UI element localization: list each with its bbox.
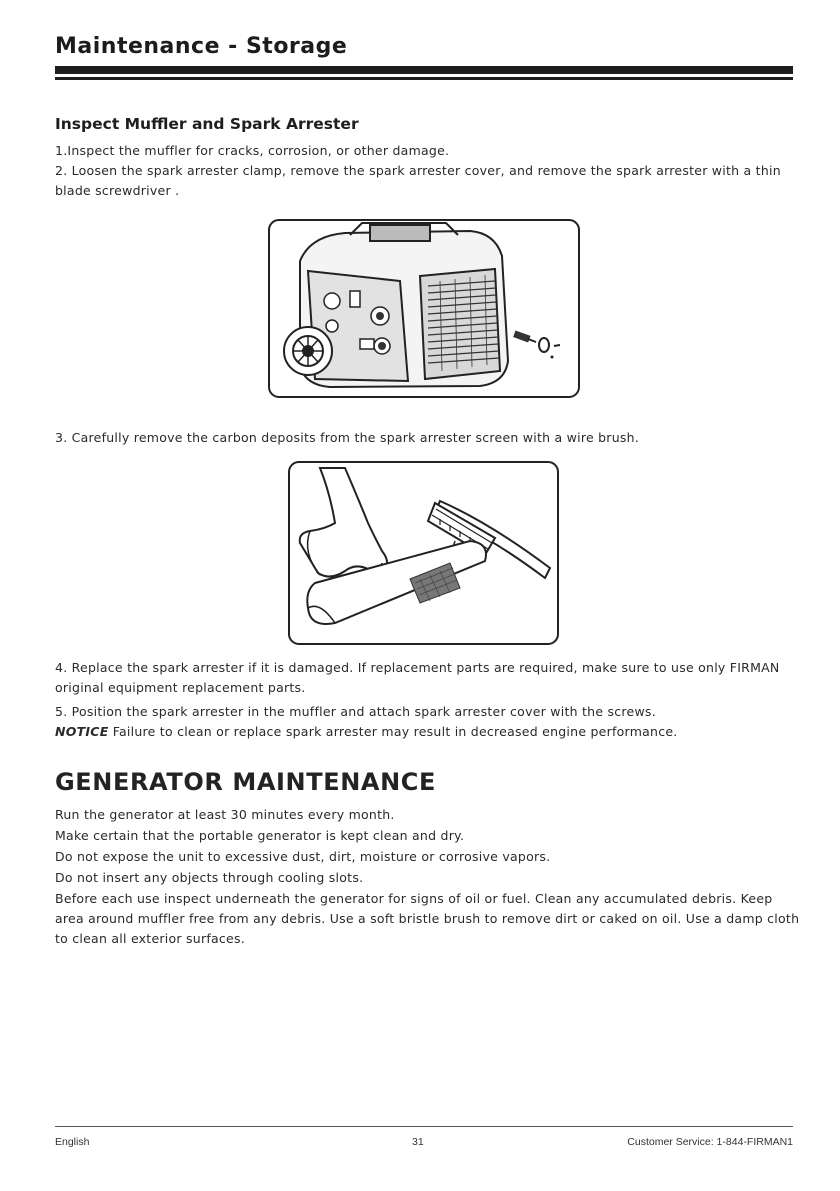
step-4: 4. Replace the spark arrester if it is damaged. If replacement parts are required, make sure to use only FIRMAN original equipment replacement parts. xyxy=(55,660,780,695)
title-rule-thin xyxy=(55,77,793,80)
notice-text: Failure to clean or replace spark arrester may result in decreased engine performance. xyxy=(108,724,678,739)
page-number: 31 xyxy=(412,1136,424,1148)
section-heading-muffler: Inspect Muffler and Spark Arrester xyxy=(55,115,359,133)
step-2: 2. Loosen the spark arrester clamp, remove the spark arrester cover, and remove the spark arrester with a thin blade screwdriver . xyxy=(55,163,781,198)
maintenance-line-2: Make certain that the portable generator is kept clean and dry. xyxy=(55,828,465,843)
footer-customer-service: Customer Service: 1-844-FIRMAN1 xyxy=(627,1136,793,1148)
step-5: 5. Position the spark arrester in the muffler and attach spark arrester cover with the screws. xyxy=(55,704,656,719)
wire-brush-drawing xyxy=(290,463,557,643)
maintenance-line-1: Run the generator at least 30 minutes every month. xyxy=(55,807,395,822)
generator-drawing xyxy=(270,221,578,396)
step-3: 3. Carefully remove the carbon deposits from the spark arrester screen with a wire brush. xyxy=(55,430,640,445)
page-title: Maintenance - Storage xyxy=(55,34,348,59)
maintenance-line-5: Before each use inspect underneath the generator for signs of oil or fuel. Clean any accumulated debris. Keep area around muffler free from any debris. Use a soft bristle brush to remove dirt or caked on oil. Use a damp cloth to clean all exterior surfaces. xyxy=(55,891,800,946)
footer-language: English xyxy=(55,1136,90,1148)
step-1: 1.Inspect the muffler for cracks, corrosion, or other damage. xyxy=(55,143,450,158)
wire-brush-illustration xyxy=(288,461,559,645)
maintenance-line-3: Do not expose the unit to excessive dust, dirt, moisture or corrosive vapors. xyxy=(55,849,551,864)
title-rule-thick xyxy=(55,66,793,74)
notice xyxy=(55,722,810,742)
notice-label: NOTICE xyxy=(55,724,109,739)
footer-rule xyxy=(55,1126,793,1127)
maintenance-line-4: Do not insert any objects through cooling slots. xyxy=(55,870,364,885)
section-heading-generator-maintenance: GENERATOR MAINTENANCE xyxy=(55,768,436,796)
generator-illustration xyxy=(268,219,580,398)
